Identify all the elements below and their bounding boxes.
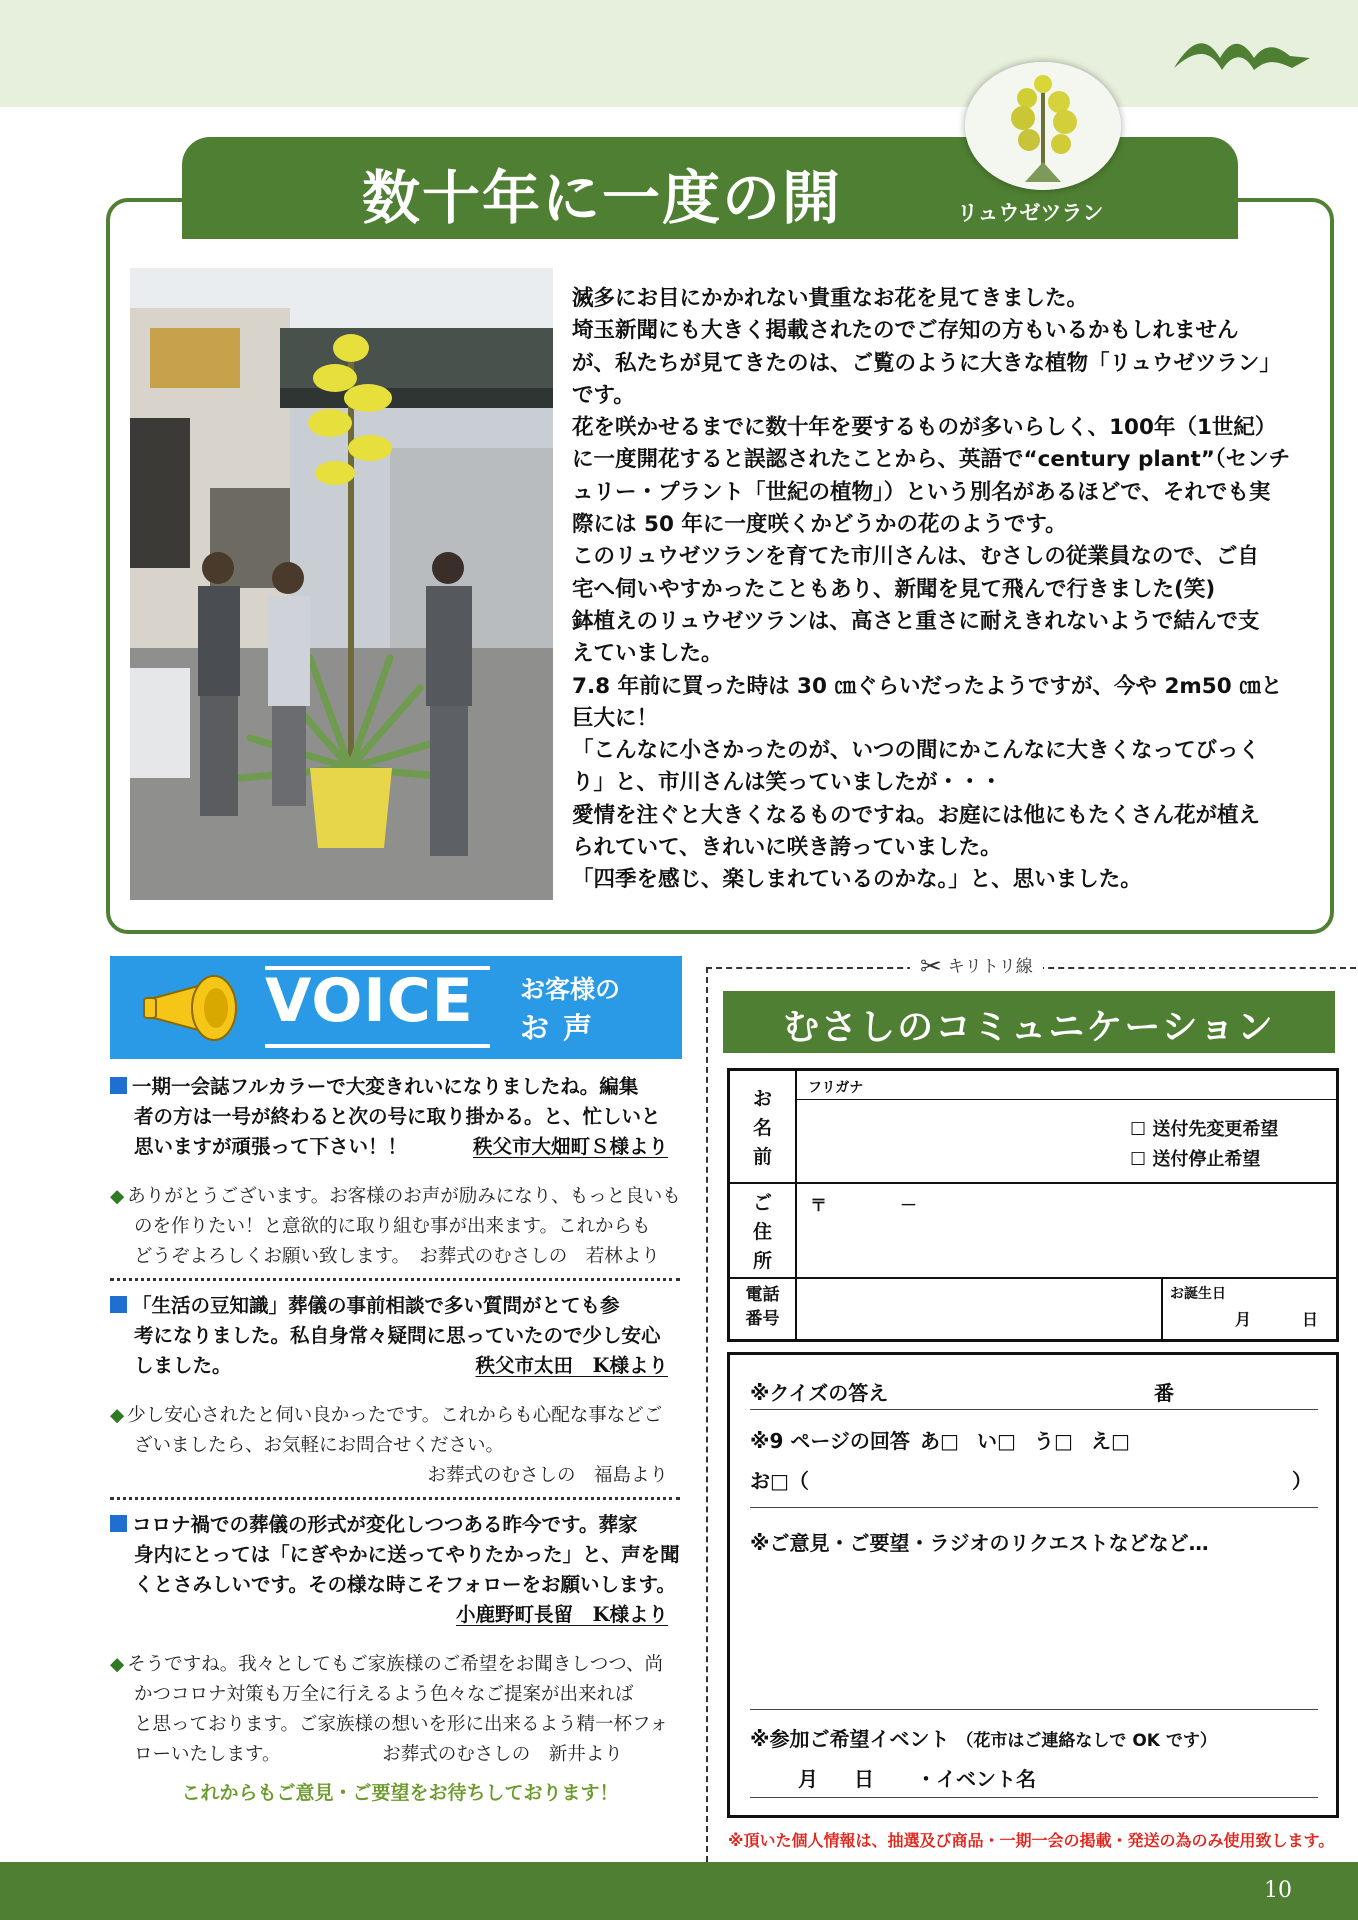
plant-caption: リュウゼツラン — [957, 201, 1104, 225]
feature-photo — [130, 268, 553, 900]
page9-option-o[interactable]: お□（ — [750, 1469, 809, 1493]
plant-thumbnail — [965, 62, 1121, 190]
birthday-day-label: 日 — [1302, 1310, 1319, 1329]
quiz-answer-label: ※クイズの答え — [750, 1381, 889, 1405]
feature-article — [572, 283, 1312, 897]
staff-reply: ◆ 少し安心されたと伺い良かったです。これからも心配な事などご ざいましたら、お気軽にお問合せください。 お葬式のむさしの 福島より — [110, 1401, 690, 1491]
address-field[interactable] — [802, 1217, 1332, 1273]
company-logo — [1172, 28, 1312, 78]
article-line: 巨大に！ — [572, 705, 659, 731]
square-bullet-icon — [110, 1077, 127, 1094]
page9-option-u[interactable]: う□ — [1034, 1429, 1073, 1453]
article-line: られていて、きれいに咲き誇っていました。 — [572, 835, 1002, 861]
contact-form-table — [727, 1068, 1339, 1342]
reply-signature: お葬式のむさしの 福島より — [427, 1465, 668, 1486]
customer-comment: 一期一会誌フルカラーで大変きれいになりましたね。編集 者の方は一号が終わると次の号に取り掛かる。と、忙しいと 思いますが頑張って下さい！！ 秩父市大畑町Ｓ様より — [110, 1072, 690, 1162]
article-line: このリュウゼツランを育てた市川さんは、むさしの従業員なので、ご自 — [572, 544, 1259, 570]
article-line: えていました。 — [572, 641, 723, 667]
name-label: お名前 — [752, 1088, 772, 1168]
megaphone-icon — [140, 972, 244, 1044]
postal-dash: － — [900, 1196, 917, 1216]
answer-box — [727, 1352, 1339, 1818]
event-name-label: ・イベント名 — [916, 1767, 1036, 1791]
diamond-bullet-icon: ◆ — [110, 1405, 125, 1426]
postal-mark: 〒 — [810, 1196, 827, 1216]
page-number: 10 — [1264, 1878, 1292, 1903]
top-band — [0, 0, 1358, 107]
article-line: 際には 50 年に一度咲くかどうかの花のようです。 — [572, 512, 1067, 538]
page9-close-paren: ） — [1292, 1469, 1312, 1493]
opinion-field[interactable] — [750, 1555, 1318, 1705]
voice-subtitle-1: お客様の — [520, 975, 621, 1004]
opinion-label: ※ご意見・ご要望・ラジオのリクエストなどなど… — [750, 1531, 1209, 1555]
phone-field[interactable] — [802, 1283, 1152, 1335]
voice-title: VOICE — [265, 966, 474, 1036]
comment-signature: 小鹿野町長留 K様より — [456, 1603, 668, 1626]
diamond-bullet-icon: ◆ — [110, 1654, 125, 1675]
article-line: 宅へ伺いやすかったこともあり、新聞を見て飛んで行きました(笑) — [572, 576, 1216, 602]
customer-comment: コロナ禍での葬儀の形式が変化しつつある昨今です。葬家 身内にとっては「にぎやかに送ってやりたかった」と、声を聞 くとさみしいです。その様な時こそフォローをお願いします。 小鹿野町長留 K様より — [110, 1510, 690, 1630]
comment-signature: 秩父市太田 K様より — [475, 1354, 668, 1377]
page9-option-e[interactable]: え□ — [1091, 1429, 1130, 1453]
address-label: ご住所 — [752, 1192, 772, 1272]
cut-line-label: ✂ キリトリ線 — [910, 952, 1043, 982]
article-line: 滅多にお目にかかれない貴重なお花を見てきました。 — [572, 286, 1089, 311]
form-title-bar — [723, 991, 1335, 1053]
article-line: が、私たちが見てきたのは、ご覧のように大きな植物「リュウゼツラン」 — [572, 350, 1281, 376]
event-label: ※参加ご希望イベント （花市はご連絡なしで OK です） — [750, 1727, 1217, 1751]
closing-message: これからもご意見・ご要望をお待ちしております！ — [181, 1782, 619, 1804]
birthday-label: お誕生日 — [1170, 1286, 1226, 1302]
staff-reply: ◆ そうですね。我々としてもご家族様のご希望をお聞きしつつ、尚 かつコロナ対策も万全に行えるよう色々なご提案が出来れば と思っております。ご家族様の想いを形に出来るよう精一杯フォ ローいたします。 お葬式のむさしの 新井より — [110, 1654, 669, 1765]
phone-label: 電話番号 — [745, 1285, 780, 1329]
staff-reply: ◆ ありがとうございます。お客様のお声が励みになり、もっと良いも のを作りたい！と意欲的に取り組む事が出来ます。これからも どうぞよろしくお願い致します。 お葬式のむさしの 若林より — [110, 1186, 681, 1267]
feature-title: 数十年に一度の開 — [362, 164, 843, 232]
voice-rule-bottom — [265, 1044, 490, 1048]
article-line: 愛情を注ぐと大きくなるものですね。お庭には他にもたくさん花が植え — [572, 802, 1261, 828]
page9-option-i[interactable]: い□ — [977, 1429, 1016, 1453]
comment-signature: 秩父市大畑町Ｓ様より — [472, 1135, 668, 1158]
privacy-notice: ※頂いた個人情報は、抽選及び商品・一期一会の掲載・発送の為のみ使用致します。 — [728, 1831, 1335, 1850]
dotted-divider — [110, 1497, 680, 1500]
article-line: り」と、市川さんは笑っていましたが・・・ — [572, 770, 1003, 796]
article-line: 鉢植えのリュウゼツランは、高さと重さに耐えきれないようで結んで支 — [572, 608, 1260, 634]
article-line: 花を咲かせるまでに数十年を要するものが多いらしく、100年（1世紀） — [572, 415, 1277, 441]
article-line: ュリー・プラント「世紀の植物」）という別名があるほどで、それでも実 — [572, 479, 1271, 505]
customer-comment: 「生活の豆知識」葬儀の事前相談で多い質問がとても参 考になりました。私自身常々疑問に思っていたので少し安心 しました。 秩父市太田 K様より — [110, 1291, 690, 1381]
page9-answer-label: ※9 ページの回答 — [750, 1429, 910, 1453]
stop-delivery-checkbox[interactable]: ☐ 送付停止希望 — [1130, 1149, 1261, 1170]
furigana-label: フリガナ — [808, 1080, 864, 1096]
square-bullet-icon — [110, 1515, 127, 1532]
article-line: 7.8 年前に買った時は 30 ㎝ぐらいだったようですが、今や 2m50 ㎝と — [572, 673, 1283, 699]
square-bullet-icon — [110, 1296, 127, 1313]
article-line: 「四季を感じ、楽しまれているのかな。」と、思いました。 — [572, 867, 1142, 893]
article-line: 「こんなに小さかったのが、いつの間にかこんなに大きくなってびっく — [572, 738, 1261, 764]
address-change-checkbox[interactable]: ☐ 送付先変更希望 — [1130, 1119, 1279, 1140]
voice-subtitle-2: お声 — [520, 1011, 607, 1045]
voice-list — [110, 1072, 690, 1805]
page9-option-a[interactable]: あ□ — [920, 1429, 959, 1453]
page-footer — [0, 1862, 1358, 1920]
event-month-label: 月 — [798, 1767, 818, 1791]
diamond-bullet-icon: ◆ — [110, 1186, 125, 1207]
article-line: に一度開花すると誤認されたことから、英語で“century plant”（センチ — [572, 447, 1291, 473]
birthday-month-label: 月 — [1235, 1310, 1252, 1329]
event-day-label: 日 — [854, 1767, 874, 1791]
voice-header — [110, 956, 682, 1059]
article-line: です。 — [572, 382, 635, 408]
quiz-answer-unit: 番 — [1154, 1381, 1174, 1405]
form-title: むさしのコミュニケーション — [783, 1007, 1275, 1048]
scissors-icon: ✂ — [920, 952, 942, 982]
name-field[interactable] — [802, 1101, 1142, 1179]
article-line: 埼玉新聞にも大きく掲載されたのでご存知の方もいるかもしれません — [572, 318, 1239, 344]
dotted-divider — [110, 1278, 680, 1281]
